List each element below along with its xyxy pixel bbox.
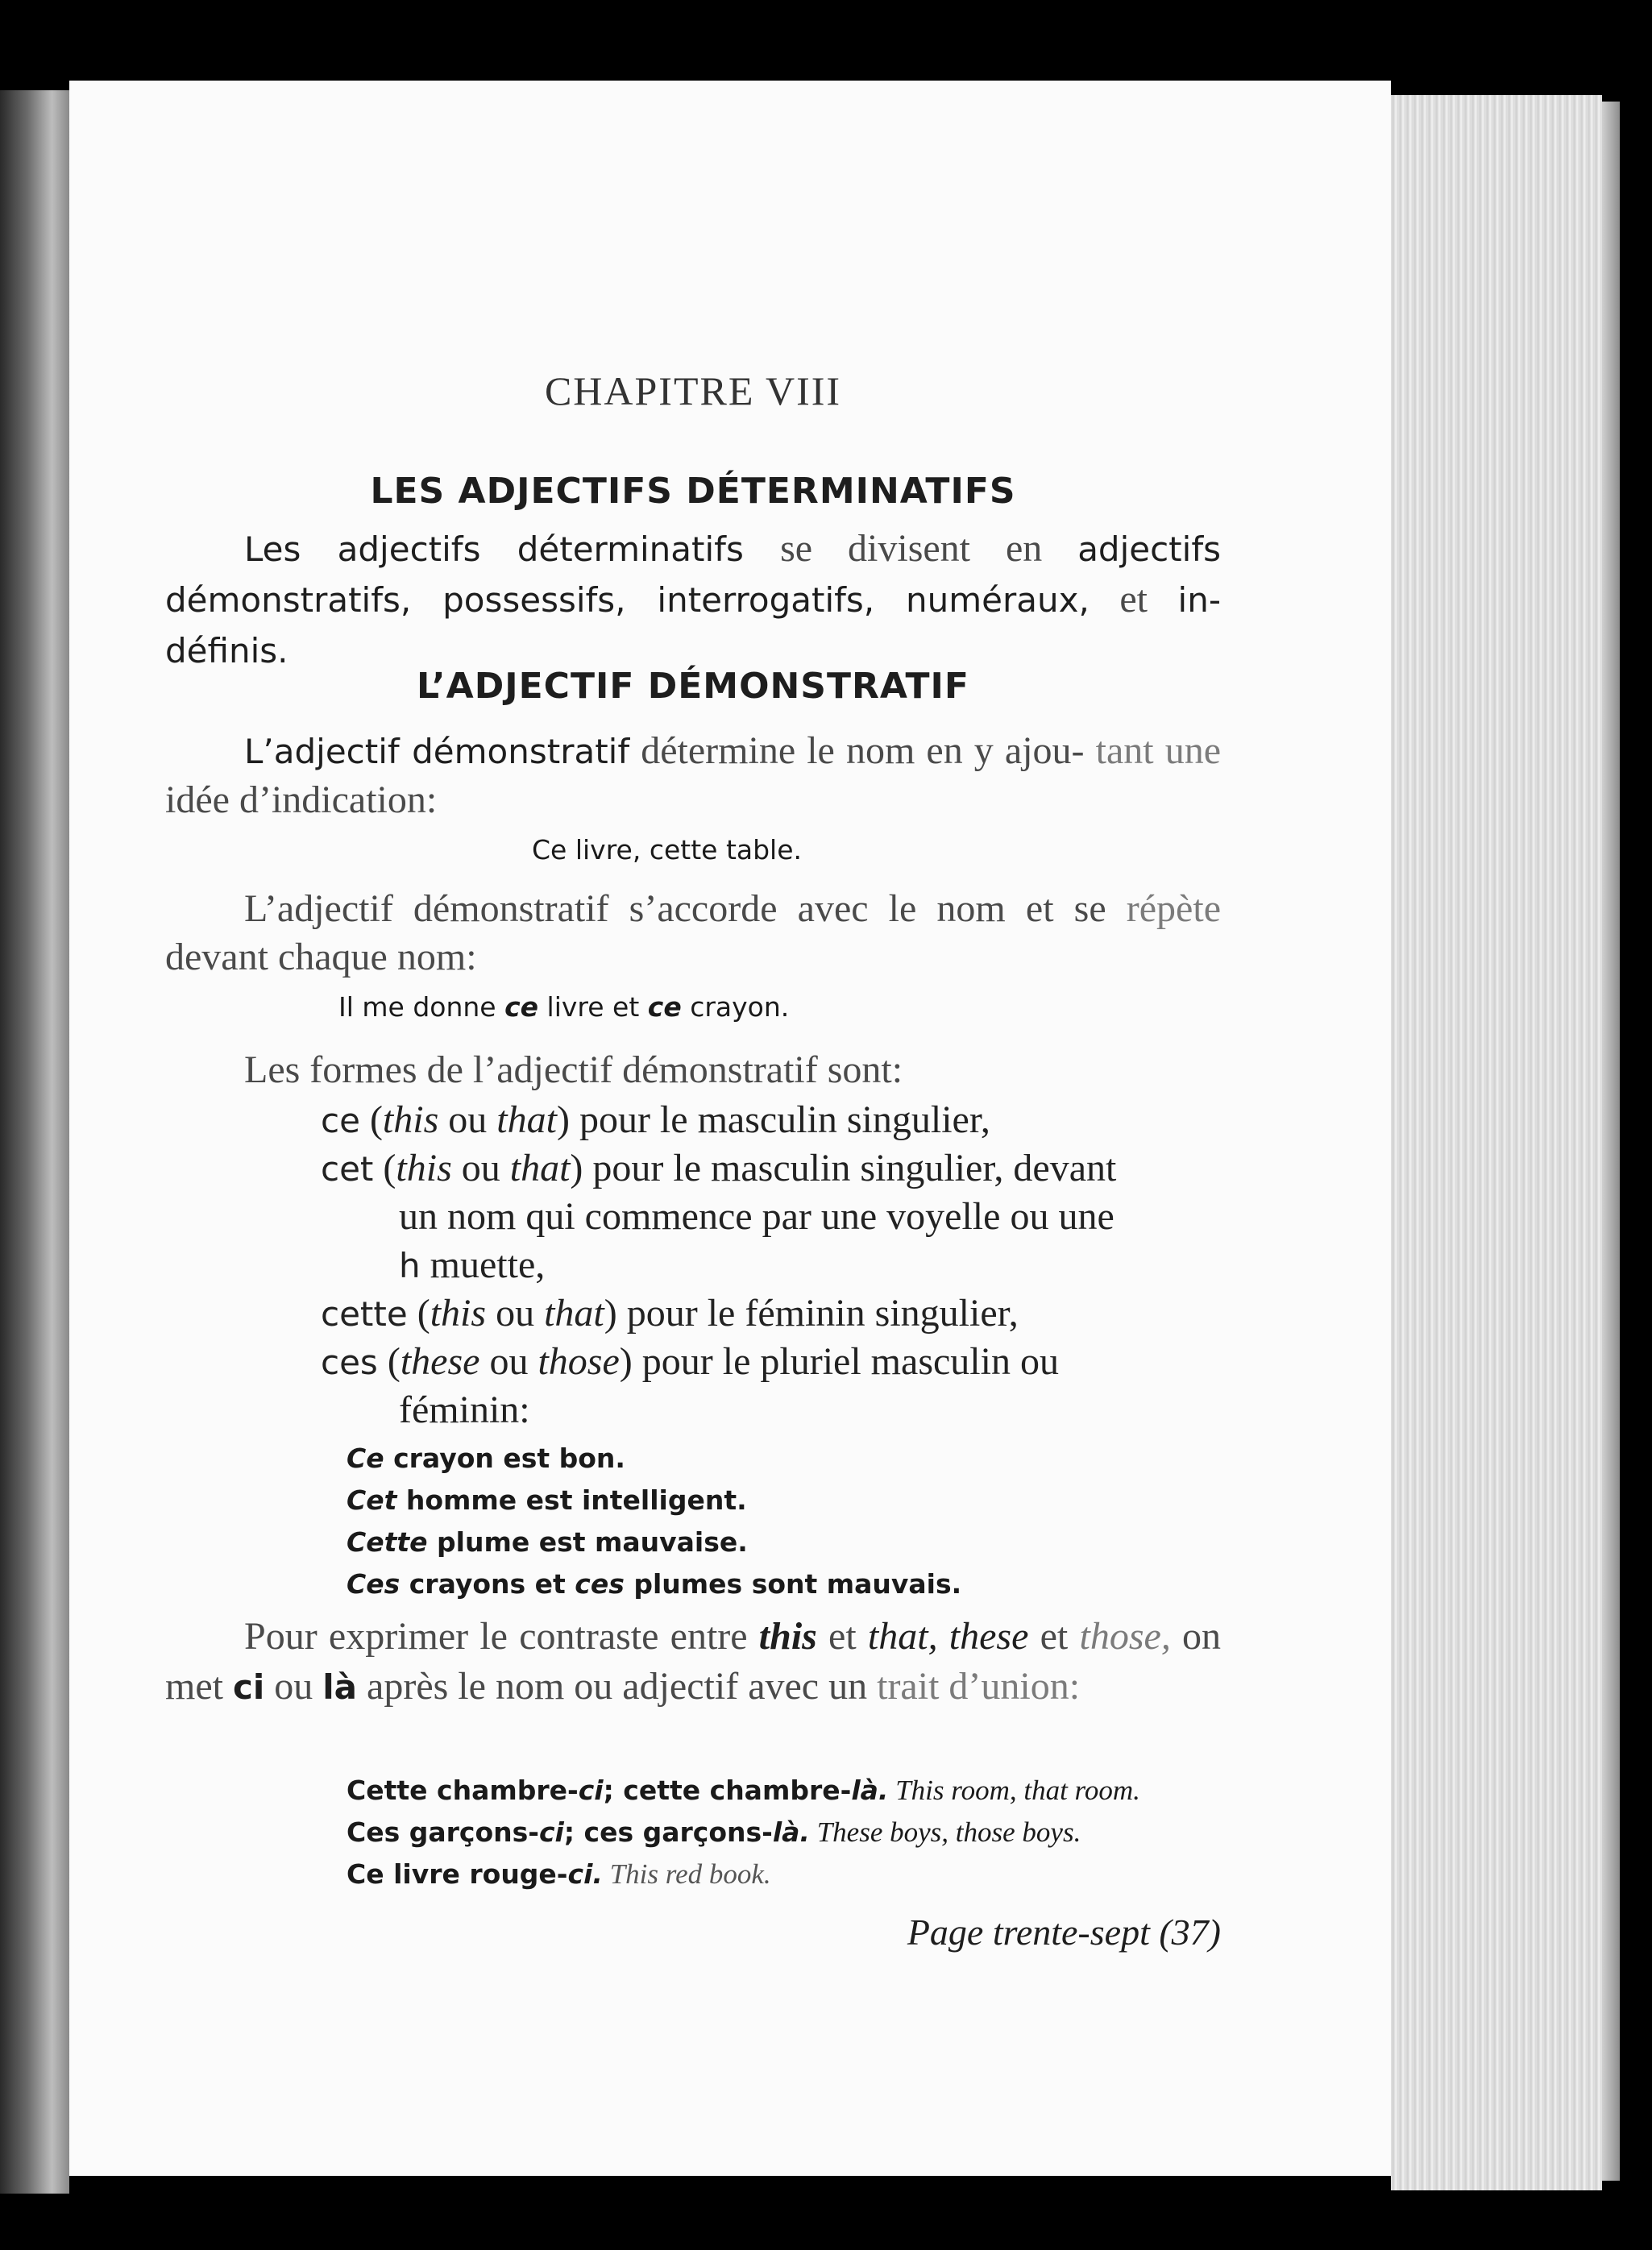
form-mid: ou — [479, 1340, 538, 1383]
form-cont: muette, — [420, 1243, 546, 1286]
example2-a: Il me donne — [338, 991, 505, 1023]
form-mid: ou — [451, 1147, 510, 1189]
example-4-3 — [347, 1854, 771, 1895]
para2-line-2: devant chaque nom: — [165, 936, 477, 978]
intro-light-1: se divisent en — [780, 527, 1078, 570]
form-en-2: that — [509, 1147, 571, 1189]
example-3-2 — [347, 1480, 747, 1521]
intro-bold-1: Les adjectifs — [244, 529, 481, 569]
form-word: ces — [321, 1343, 378, 1382]
para4-ci: ci — [232, 1667, 265, 1707]
ex4-en: These boys, those boys. — [809, 1816, 1081, 1848]
example-3-4 — [347, 1564, 961, 1604]
form-desc: ) pour le masculin singulier, — [556, 1098, 990, 1141]
left-page-edge — [0, 90, 69, 2194]
form-line-2: cet (this ou that) pour le masculin singulier, devant — [321, 1147, 1117, 1189]
ex4-en: This red book. — [602, 1858, 771, 1890]
paragraph-4 — [165, 1612, 1221, 1712]
form-word: ce — [321, 1101, 360, 1140]
paragraph-3 — [165, 1046, 1221, 1094]
form-en-1: this — [396, 1147, 452, 1189]
para1-bold: L’adjectif démonstratif — [244, 732, 630, 771]
intro-bold-2: adjectifs démonstratifs, possessifs, interrogatifs, numéraux, — [165, 529, 1221, 620]
para1-rest-1: détermine le nom en y ajou- — [629, 729, 1085, 772]
example-3-3 — [347, 1522, 748, 1563]
ex3-italic-2: ces — [575, 1568, 625, 1600]
form-line-5: cette (this ou that) pour le féminin singulier, — [321, 1292, 1019, 1335]
para4-et1: et — [816, 1615, 868, 1658]
form-en-2: those — [538, 1340, 620, 1383]
ex4-fr-c: ; cette chambre- — [603, 1775, 852, 1806]
example2-b: ce — [504, 991, 539, 1023]
example2-d: ce — [647, 991, 682, 1023]
form-line-7: féminin: — [399, 1389, 530, 1431]
form-mid: ou — [486, 1292, 545, 1335]
example2-e: crayon. — [681, 991, 790, 1023]
intro-bold-3: in-définis. — [165, 580, 1221, 670]
ex3-italic: Cet — [347, 1484, 397, 1516]
form-h: h — [399, 1246, 421, 1285]
form-desc: ) pour le féminin singulier, — [604, 1292, 1019, 1335]
form-desc: ) pour le pluriel masculin ou — [619, 1340, 1059, 1383]
paragraph-1 — [165, 727, 1221, 824]
page-block-edges — [1391, 95, 1602, 2190]
example-2 — [338, 987, 789, 1027]
ex4-fr-c: ; ces garçons- — [563, 1816, 773, 1848]
form-en-1: this — [382, 1098, 439, 1141]
para4-c: après le nom ou adjectif avec un — [357, 1665, 868, 1708]
para4-b: on met — [165, 1615, 1222, 1708]
ex4-fr-b: ci — [538, 1816, 564, 1848]
ex3-rest: plume est mauvaise. — [427, 1526, 748, 1558]
example-4-2 — [347, 1812, 1081, 1853]
ex4-fr-d: là. — [772, 1816, 810, 1848]
ex4-fr-b: ci. — [567, 1858, 603, 1890]
form-line-3: un nom qui commence par une voyelle ou une — [399, 1195, 1114, 1238]
paragraph-2 — [165, 885, 1221, 982]
example2-c: livre et — [538, 991, 648, 1023]
form-word: cette — [321, 1294, 408, 1334]
form-line-6: ces (these ou those) pour le pluriel masculin ou — [321, 1340, 1059, 1383]
ex3-italic: Ces — [347, 1568, 401, 1600]
intro-light-2: et — [1089, 578, 1178, 621]
para1-rest-2: idée d’indication: — [165, 778, 438, 821]
form-en-2: that — [496, 1098, 557, 1141]
heading-sub: L’ADJECTIF DÉMONSTRATIF — [417, 666, 969, 707]
form-word: cet — [321, 1149, 374, 1189]
example-4-1 — [347, 1771, 1140, 1811]
example-1: Ce livre, cette table. — [532, 834, 803, 866]
para4-that-these: that, these — [867, 1615, 1029, 1658]
form-en-1: these — [400, 1340, 480, 1383]
ex4-fr-d: là. — [851, 1775, 889, 1806]
ex3-rest: homme est intelligent. — [396, 1484, 747, 1516]
ex3-rest: crayons et — [400, 1568, 575, 1600]
ex4-fr-a: Ce livre rouge- — [347, 1858, 568, 1890]
para4-ou: ou — [264, 1665, 323, 1708]
heading-main: LES ADJECTIFS DÉTERMINATIFS — [370, 471, 1016, 512]
page-number: Page trente-sept (37) — [907, 1912, 1221, 1953]
para4-a: Pour exprimer le contraste entre — [244, 1615, 759, 1658]
para4-d: trait d’union: — [877, 1665, 1081, 1708]
ex4-fr-a: Cette chambre- — [347, 1775, 579, 1806]
form-en-1: this — [430, 1292, 487, 1335]
ex3-italic: Cette — [347, 1526, 428, 1558]
intro-word-1: déterminatifs — [480, 529, 781, 569]
ex4-fr-b: ci — [578, 1775, 604, 1806]
para3-text: Les formes de l’adjectif démonstratif sont: — [244, 1048, 903, 1091]
para4-those: those, — [1079, 1615, 1171, 1658]
ex3-italic: Ce — [347, 1443, 384, 1474]
example-3-1 — [347, 1438, 625, 1479]
para1-gray: tant une — [1095, 729, 1222, 772]
chapter-title: CHAPITRE VIII — [544, 368, 842, 413]
para2-line-1: L’adjectif démonstratif s’accorde avec le nom et se — [244, 887, 1106, 930]
form-line-4 — [399, 1241, 1217, 1290]
intro-paragraph — [165, 524, 1221, 676]
ex4-en: This room, that room. — [888, 1775, 1140, 1806]
para4-et2: et — [1028, 1615, 1069, 1658]
para4-this: this — [758, 1615, 817, 1658]
para2-gray: répète — [1126, 887, 1221, 930]
form-line-1: ce (this ou that) pour le masculin singulier, — [321, 1098, 990, 1141]
ex3-rest-2: plumes sont mauvais. — [624, 1568, 962, 1600]
para4-la: là — [322, 1667, 358, 1707]
form-desc: ) pour le masculin singulier, devant — [570, 1147, 1117, 1189]
ex4-fr-a: Ces garçons- — [347, 1816, 539, 1848]
cover-edge — [1602, 102, 1620, 2181]
form-mid: ou — [438, 1098, 497, 1141]
form-en-2: that — [544, 1292, 604, 1335]
ex3-rest: crayon est bon. — [384, 1443, 625, 1474]
